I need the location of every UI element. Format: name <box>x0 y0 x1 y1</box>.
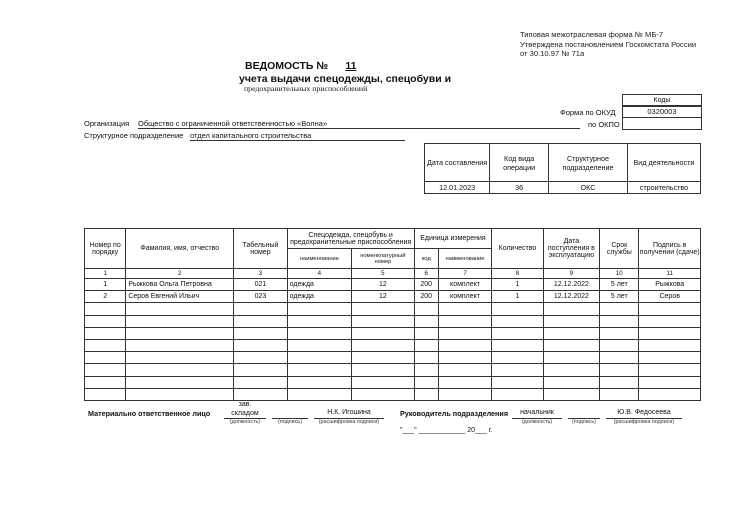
mol-position-caption: (должность) <box>229 419 261 425</box>
table-row-empty <box>85 388 701 400</box>
mol-position-line2: складом <box>224 409 266 419</box>
title-line3: предохранительных приспособлений <box>244 84 368 93</box>
col-header-sign: Подпись в получении (сдаче) <box>639 229 701 269</box>
col-number-8: 8 <box>492 269 543 279</box>
meta-value-opcode: 36 <box>490 182 549 194</box>
col-number-10: 10 <box>600 269 639 279</box>
okud-value: 0320003 <box>622 105 702 118</box>
cell-qty: 1 <box>492 279 543 291</box>
col-number-7: 7 <box>438 269 491 279</box>
title-prefix: ВЕДОМОСТЬ № <box>245 60 329 72</box>
col-header-gear-nom: номенклатурный номер <box>352 249 415 269</box>
mol-sign-caption: (подпись) <box>278 419 302 425</box>
table-row-empty <box>85 364 701 376</box>
col-header-unit-name: наименование <box>438 249 491 269</box>
cell-tab: 023 <box>234 291 287 303</box>
col-header-tab: Табельный номер <box>234 229 287 269</box>
col-header-qty: Количество <box>492 229 543 269</box>
cell-unit-name: комплект <box>438 291 491 303</box>
org-label: Организация <box>84 119 130 128</box>
form-reference-line2: Утверждена постановлением Госкомстата России <box>520 39 697 49</box>
form-reference-line3: от 30.10.97 № 71а <box>520 49 585 59</box>
head-decode-caption: (расшифровка подписи) <box>613 419 675 425</box>
head-position-caption: (должность) <box>521 419 553 425</box>
meta-value-activity: строительство <box>627 182 700 194</box>
cell-sign: Серов <box>639 291 701 303</box>
date-line: "___" ____________ 20___ г. <box>400 427 493 434</box>
col-header-unit: Единица измерения <box>414 229 492 249</box>
meta-header-opcode: Код вида операции <box>490 144 549 182</box>
dept-name: отдел капитального строительства <box>190 131 312 140</box>
meta-header-date: Дата составления <box>425 144 490 182</box>
col-header-date: Дата поступления в эксплуатацию <box>543 229 599 269</box>
mol-decode-caption: (расшифровка подписи) <box>318 419 380 425</box>
org-name: Общество с ограниченной ответственностью «Волна» <box>138 119 328 128</box>
col-number-4: 4 <box>287 269 352 279</box>
table-row-empty <box>85 315 701 327</box>
cell-name: Серов Евгений Ильич <box>126 291 234 303</box>
issue-table <box>84 228 701 401</box>
col-header-name: Фамилия, имя, отчество <box>126 229 234 269</box>
cell-date: 12.12.2022 <box>543 279 599 291</box>
meta-header-activity: Вид деятельности <box>627 144 700 182</box>
mol-label: Материально ответственное лицо <box>88 409 211 418</box>
cell-unit-code: 200 <box>414 279 438 291</box>
document-title <box>245 60 371 72</box>
form-reference-line1: Типовая межотраслевая форма № МБ-7 <box>520 30 664 39</box>
col-number-11: 11 <box>639 269 701 279</box>
codes-header: Коды <box>622 94 702 107</box>
col-number-1: 1 <box>85 269 126 279</box>
cell-qty: 1 <box>492 291 543 303</box>
head-sign-line <box>568 409 600 419</box>
head-position: начальник <box>512 409 562 419</box>
col-number-3: 3 <box>234 269 287 279</box>
document-number: 11 <box>345 60 357 72</box>
okud-label: Форма по ОКУД <box>560 108 616 117</box>
cell-term: 5 лет <box>600 279 639 291</box>
meta-value-dept: ОКС <box>549 182 628 194</box>
mol-position <box>224 400 266 419</box>
col-number-6: 6 <box>414 269 438 279</box>
org-value <box>138 119 580 129</box>
col-number-2: 2 <box>126 269 234 279</box>
cell-tab: 021 <box>234 279 287 291</box>
dept-value <box>190 131 405 141</box>
col-number-9: 9 <box>543 269 599 279</box>
cell-date: 12.12.2022 <box>543 291 599 303</box>
okpo-label: по ОКПО <box>588 120 620 129</box>
cell-num: 2 <box>85 291 126 303</box>
okpo-value <box>622 117 702 130</box>
head-label: Руководитель подразделения <box>400 409 509 418</box>
dept-label: Структурное подразделение <box>84 131 184 140</box>
col-header-gear: Спецодежда, спецобувь и предохранительные приспособления <box>287 229 414 249</box>
meta-value-date: 12.01.2023 <box>425 182 490 194</box>
mol-sign-line <box>272 409 308 419</box>
table-row <box>85 279 701 291</box>
cell-nom: 12 <box>352 279 415 291</box>
table-row-empty <box>85 376 701 388</box>
table-row-empty <box>85 303 701 315</box>
table-row-empty <box>85 339 701 351</box>
table-row <box>85 291 701 303</box>
mol-name: Н.К. Игошина <box>314 409 384 419</box>
cell-num: 1 <box>85 279 126 291</box>
col-header-unit-code: код <box>414 249 438 269</box>
title-line2: учета выдачи спецодежды, спецобуви и <box>239 73 452 85</box>
col-number-5: 5 <box>352 269 415 279</box>
col-header-gear-name: наименование <box>287 249 352 269</box>
cell-gear: одежда <box>287 279 352 291</box>
table-row-empty <box>85 327 701 339</box>
form-reference <box>520 30 696 59</box>
mol-position-line1: зав. <box>238 401 252 408</box>
head-name: Ю.В. Федосеева <box>606 409 682 419</box>
cell-term: 5 лет <box>600 291 639 303</box>
cell-gear: одежда <box>287 291 352 303</box>
meta-table <box>424 143 701 194</box>
cell-unit-code: 200 <box>414 291 438 303</box>
table-row-empty <box>85 352 701 364</box>
meta-header-dept: Структурное подразделение <box>549 144 628 182</box>
col-header-num: Номер по порядку <box>85 229 126 269</box>
cell-sign: Рыжкова <box>639 279 701 291</box>
cell-name: Рыжкова Ольга Петровна <box>126 279 234 291</box>
head-sign-caption: (подпись) <box>572 419 596 425</box>
cell-nom: 12 <box>352 291 415 303</box>
col-header-term: Срок службы <box>600 229 639 269</box>
cell-unit-name: комплект <box>438 279 491 291</box>
